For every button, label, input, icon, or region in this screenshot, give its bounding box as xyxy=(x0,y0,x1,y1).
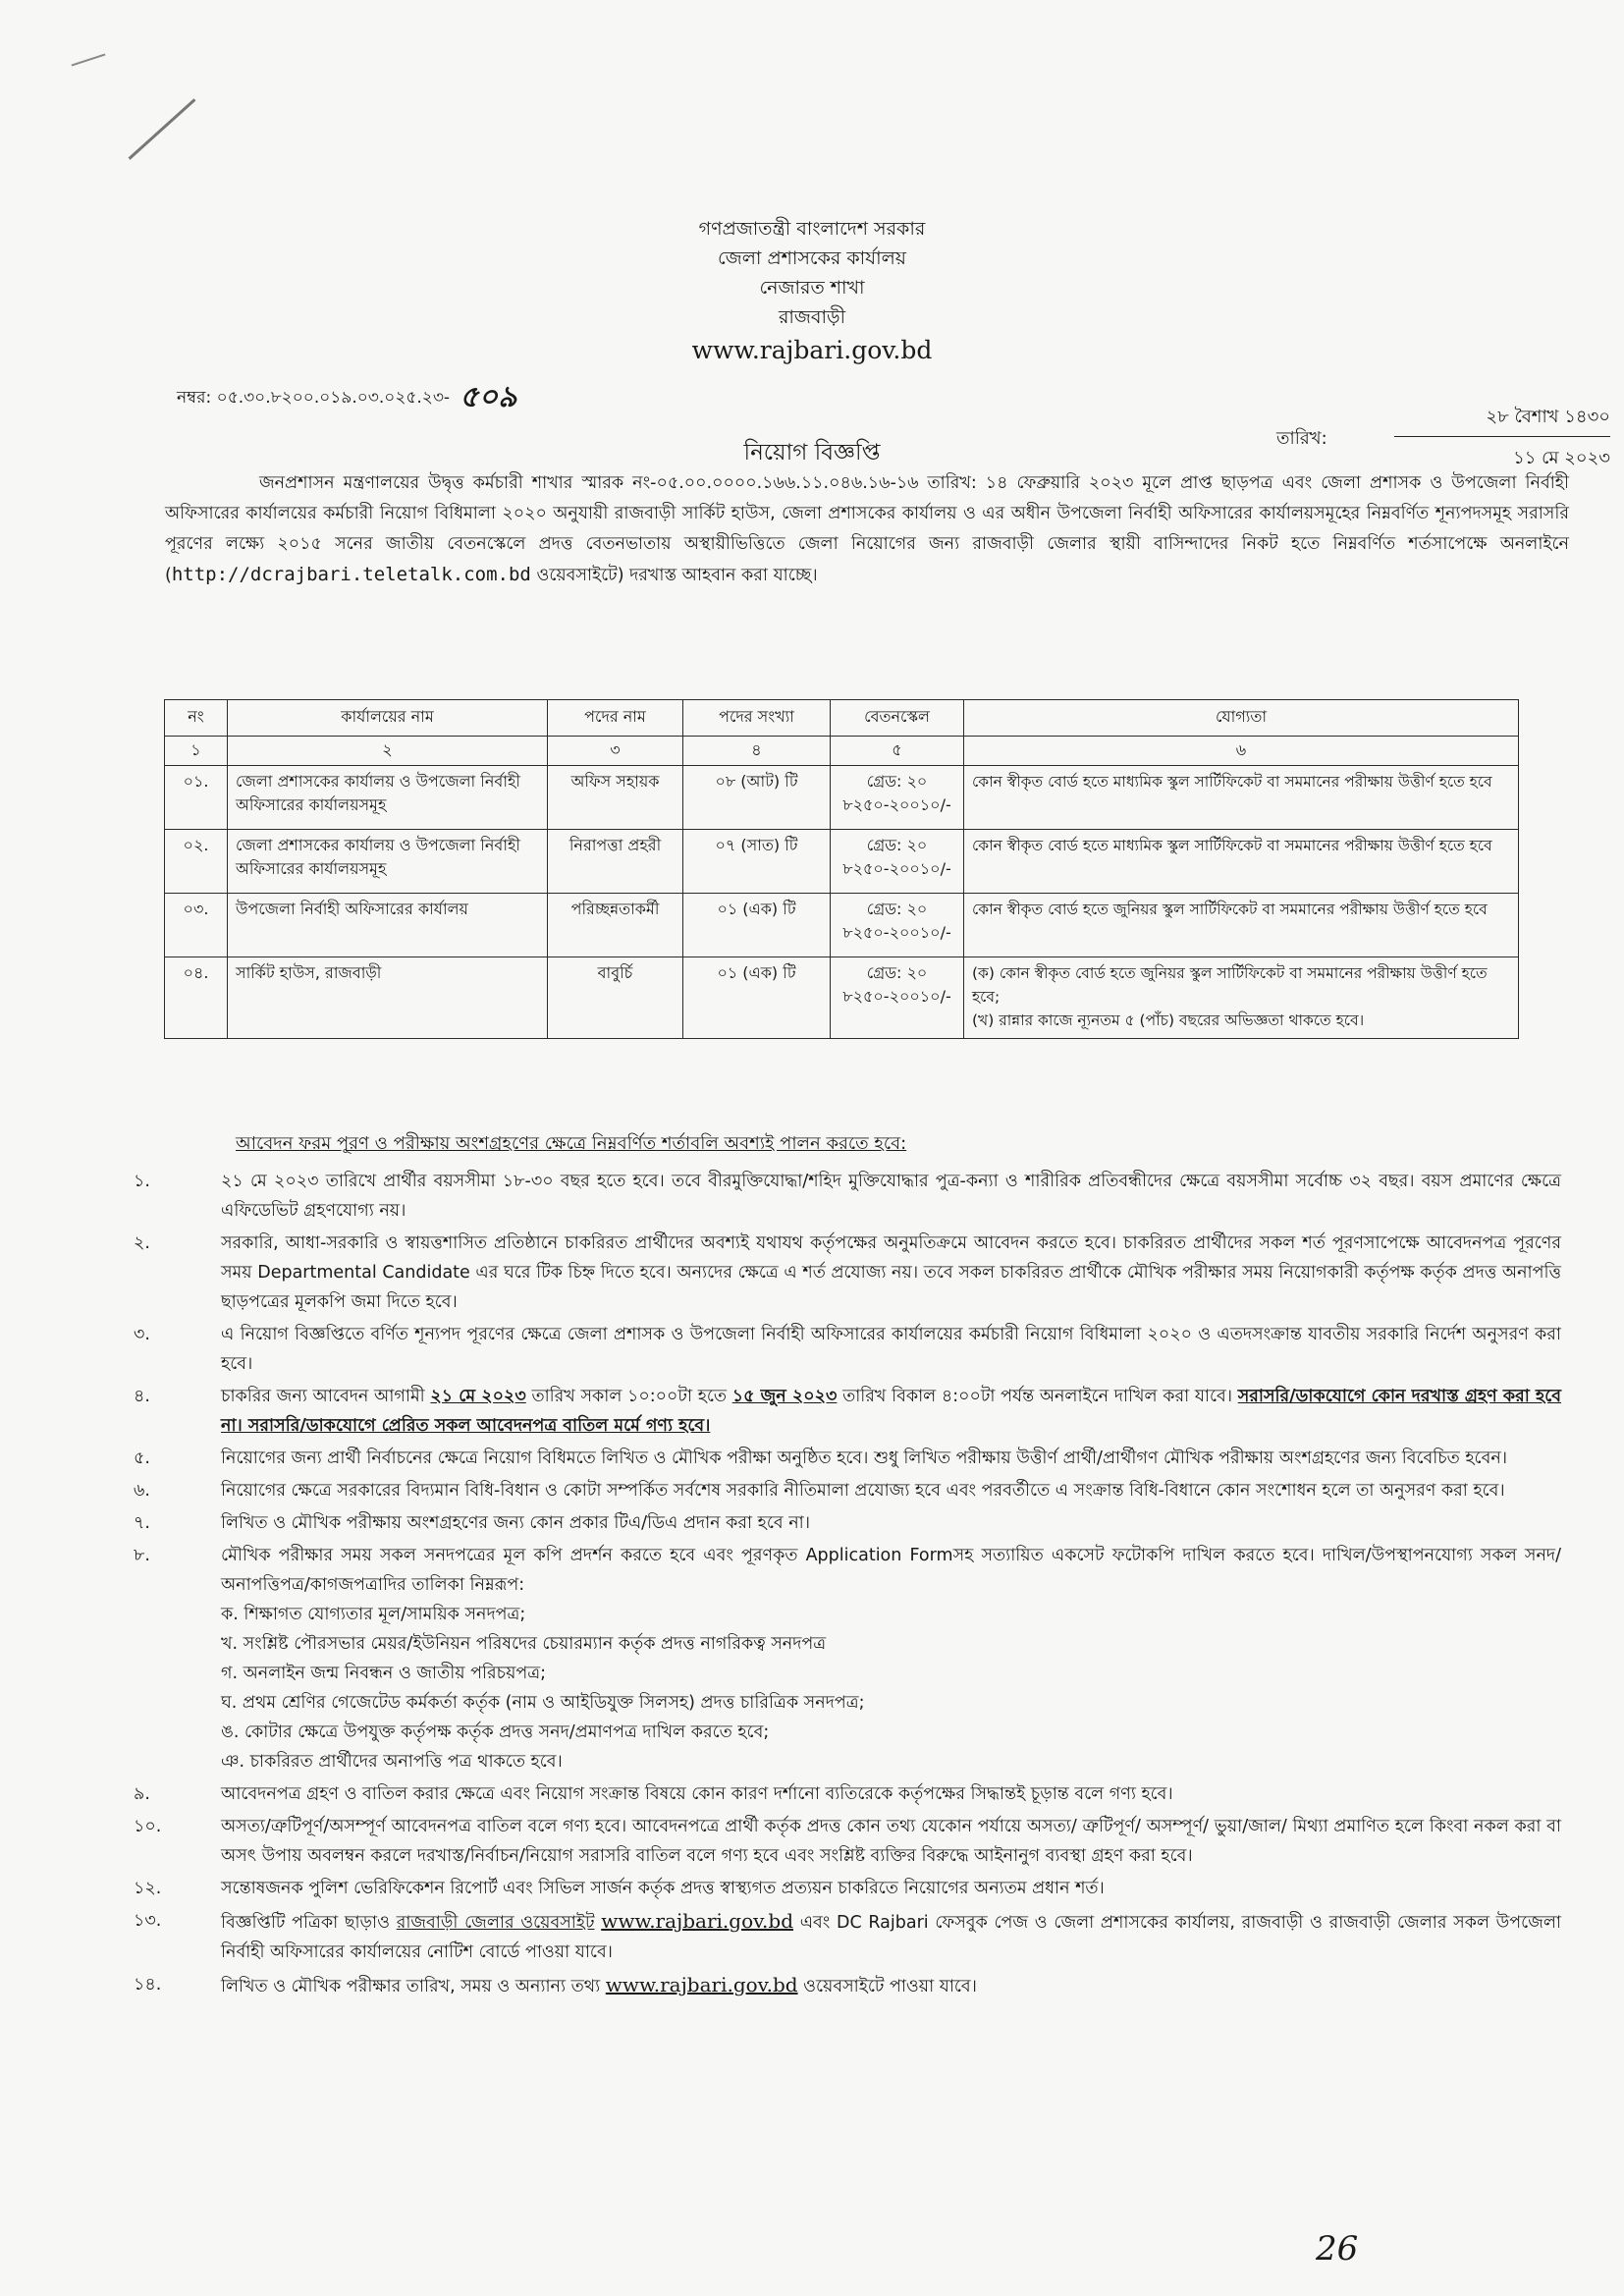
condition-number: ৭. xyxy=(134,1513,150,1533)
condition-text: বিজ্ঞপ্তিটি পত্রিকা ছাড়াও xyxy=(221,1913,397,1933)
column-number-row xyxy=(165,737,1519,766)
cell-grade: গ্রেড: ২০ xyxy=(866,900,928,918)
header-govt: গণপ্রজাতন্ত্রী বাংলাদেশ সরকার xyxy=(698,218,926,240)
document-list-item: খ. সংশ্লিষ্ট পৌরসভার মেয়র/ইউনিয়ন পরিষদের চেয়ারম্যান কর্তৃক প্রদত্ত নাগরিকত্ব সনদপত্র xyxy=(221,1634,827,1654)
document-list-item: গ. অনলাইন জন্ম নিবন্ধন ও জাতীয় পরিচয়পত্র; xyxy=(221,1664,547,1683)
cell-count: ০১ (এক) টি xyxy=(683,894,831,957)
intro-url: http://dcrajbari.teletalk.com.bd xyxy=(171,564,531,585)
cell-pay: ৮২৫০-২০০১০/- xyxy=(842,923,951,942)
header-district: রাজবাড়ী xyxy=(778,306,846,328)
cell-qualification xyxy=(964,894,1519,957)
cell-office: জেলা প্রশাসকের কার্যালয় ও উপজেলা নির্বাহী অফিসারের কার্যালয়সমূহ xyxy=(228,830,548,894)
intro-text: জনপ্রশাসন মন্ত্রণালয়ের উদ্বৃত্ত কর্মচারী শাখার স্মারক নং-০৫.০০.০০০০.১৬৬.১১.০৪৬.১৬-১৬ তারিখ: ১৪ ফেব্রুয়ারি ২০২৩ মূলে প্রাপ্ত ছাড়পত্র এবং জেলা প্রশাসক ও উপজেলা নির্বাহী অফিসারের কার্যালয়ের কর্মচারী নিয়োগ বিধিমালা ২০২০ অনুযায়ী রাজবাড়ী সার্কিট হাউস, জেলা প্রশাসকের কার্যালয় ও এর অধীন উপজেলা নির্বাহী অফিসারের কার্যালয়সমূহের নিম্নবর্ণিত শূন্যপদসমূহ সরাসরি পূরণের লক্ষ্যে ২০১৫ সনের জাতীয় বেতনস্কেলে প্রদত্ত বেতনভাতায় অস্থায়ীভিত্তিতে জেলা নিয়োগের জন্য রাজবাড়ী জেলার স্থায়ী বাসিন্দাদের নিকট হতে নিম্নবর্ণিত শর্তসাপেক্ষে অনলাইনে ( xyxy=(165,473,1569,585)
condition-item xyxy=(118,1812,1561,1871)
condition-text: এ নিয়োগ বিজ্ঞপ্তিতে বর্ণিত শূন্যপদ পূরণের ক্ষেত্রে জেলা প্রশাসক ও উপজেলা নির্বাহী অফিসারের কার্যালয়ের কর্মচারী নিয়োগ বিধিমালা ২০২০ ও এতদসংক্রান্ত যাবতীয় সরকারি নির্দেশ অনুসরণ করা হবে। xyxy=(221,1325,1561,1374)
condition-item xyxy=(118,1229,1561,1317)
date-english: ১১ মে ২০২৩ xyxy=(1513,448,1610,468)
cell-office: উপজেলা নির্বাহী অফিসারের কার্যালয় xyxy=(228,894,548,957)
document-list-item: ঘ. প্রথম শ্রেণির গেজেটেড কর্মকর্তা কর্তৃক (নাম ও আইডিযুক্ত সিলসহ) প্রদত্ত চারিত্রিক সনদপত্র; xyxy=(221,1693,865,1713)
condition-item xyxy=(118,1320,1561,1379)
condition-number: ১৩. xyxy=(134,1911,162,1931)
cell-count: ০৭ (সাত) টি xyxy=(683,830,831,894)
qualification-text-extra: (খ) রান্নার কাজে ন্যূনতম ৫ (পাঁচ) বছরের অভিজ্ঞতা থাকতে হবে। xyxy=(972,1011,1365,1029)
table-row xyxy=(165,830,1519,894)
memo-number xyxy=(177,373,517,423)
condition-text: চাকরির জন্য আবেদন আগামী xyxy=(221,1387,431,1406)
cell-qualification xyxy=(964,957,1519,1039)
condition-text: ২১ মে ২০২৩ তারিখে প্রার্থীর বয়সসীমা ১৮-৩০ বছর হতে হবে। তবে বীরমুক্তিযোদ্ধা/শহিদ মুক্তিযোদ্ধার পুত্র-কন্যা ও শারীরিক প্রতিবন্ধীদের ক্ষেত্রে বয়সসীমা সর্বোচ্চ ৩২ বছর। বয়স প্রমাণের ক্ষেত্রে এফিডেভিট গ্রহণযোগ্য নয়। xyxy=(221,1172,1561,1221)
cell-no: ০১. xyxy=(165,766,228,830)
cell-pay: ৮২৫০-২০০১০/- xyxy=(842,987,951,1006)
condition-number: ২. xyxy=(134,1233,150,1253)
condition-text: আবেদনপত্র গ্রহণ ও বাতিল করার ক্ষেত্রে এবং নিয়োগ সংক্রান্ত বিষয়ে কোন কারণ দর্শানো ব্যতিরেকে কর্তৃপক্ষের সিদ্ধান্তই চূড়ান্ত বলে গণ্য হবে। xyxy=(221,1784,1173,1804)
condition-item xyxy=(118,1476,1561,1505)
cell-no: ০৩. xyxy=(165,894,228,957)
cell-qualification xyxy=(964,766,1519,830)
col-header-office: কার্যালয়ের নাম xyxy=(228,700,548,737)
condition-text: লিখিত ও মৌখিক পরীক্ষায় অংশগ্রহণের জন্য কোন প্রকার টিএ/ডিএ প্রদান করা হবে না। xyxy=(221,1513,810,1533)
document-list-item: ঞ. চাকরিরত প্রার্থীদের অনাপত্তি পত্র থাকতে হবে। xyxy=(221,1752,563,1772)
date-label: তারিখ: xyxy=(1276,428,1327,449)
cell-scale xyxy=(831,894,964,957)
district-website-label: রাজবাড়ী জেলার ওয়েবসাইট xyxy=(396,1913,595,1933)
col-header-post: পদের নাম xyxy=(548,700,683,737)
condition-item xyxy=(118,1382,1561,1441)
header-website: www.rajbari.gov.bd xyxy=(691,336,933,364)
website-link[interactable]: www.rajbari.gov.bd xyxy=(605,1973,798,1996)
col-number: ৪ xyxy=(683,737,831,766)
end-date: ১৫ জুন ২০২৩ xyxy=(731,1387,838,1406)
table-row xyxy=(165,894,1519,957)
website-link[interactable]: www.rajbari.gov.bd xyxy=(601,1909,794,1933)
col-header-no: নং xyxy=(165,700,228,737)
col-number: ১ xyxy=(165,737,228,766)
condition-number: ১২. xyxy=(134,1879,162,1898)
cell-grade: গ্রেড: ২০ xyxy=(866,963,928,982)
intro-paragraph xyxy=(165,468,1569,591)
condition-number: ৪. xyxy=(134,1387,150,1406)
col-header-qualification: যোগ্যতা xyxy=(964,700,1519,737)
condition-number: ১৪. xyxy=(134,1975,162,1995)
condition-number: ৮. xyxy=(134,1546,150,1565)
cell-no: ০৪. xyxy=(165,957,228,1039)
condition-item xyxy=(118,1906,1561,1967)
cell-grade: গ্রেড: ২০ xyxy=(866,836,928,854)
col-header-scale: বেতনস্কেল xyxy=(831,700,964,737)
cell-office: জেলা প্রশাসকের কার্যালয় ও উপজেলা নির্বাহী অফিসারের কার্যালয়সমূহ xyxy=(228,766,548,830)
condition-item xyxy=(118,1874,1561,1903)
qualification-text: কোন স্বীকৃত বোর্ড হতে মাধ্যমিক স্কুল সার্টিফিকেট বা সমমানের পরীক্ষায় উত্তীর্ণ হতে হবে xyxy=(972,837,1492,854)
col-number: ৫ xyxy=(831,737,964,766)
document-list-item: ঙ. কোটার ক্ষেত্রে উপযুক্ত কর্তৃপক্ষ কর্তৃক প্রদত্ত সনদ/প্রমাণপত্র দাখিল করতে হবে; xyxy=(221,1722,770,1742)
condition-item xyxy=(118,1779,1561,1809)
condition-number: ৩. xyxy=(134,1325,150,1344)
cell-no: ০২. xyxy=(165,830,228,894)
pen-stroke-mark-small xyxy=(72,53,106,66)
cell-count: ০১ (এক) টি xyxy=(683,957,831,1039)
qualification-text: কোন স্বীকৃত বোর্ড হতে মাধ্যমিক স্কুল সার্টিফিকেট বা সমমানের পরীক্ষায় উত্তীর্ণ হতে হবে xyxy=(972,773,1492,791)
condition-number: ৯. xyxy=(134,1784,150,1804)
condition-number: ৬. xyxy=(134,1481,150,1501)
document-list-item: ক. শিক্ষাগত যোগ্যতার মূল/সাময়িক সনদপত্র; xyxy=(221,1605,526,1624)
date-bangla: ২৮ বৈশাখ ১৪৩০ xyxy=(1394,403,1610,437)
conditions-list xyxy=(118,1167,1561,2004)
cell-grade: গ্রেড: ২০ xyxy=(866,772,928,791)
cell-pay: ৮২৫০-২০০১০/- xyxy=(842,795,951,814)
cell-scale xyxy=(831,830,964,894)
vacancy-table xyxy=(164,699,1519,1039)
memo-number-text: নম্বর: ০৫.৩০.৮২০০.০১৯.০৩.০২৫.২৩- xyxy=(177,388,451,408)
header-office: জেলা প্রশাসকের কার্যালয় xyxy=(718,247,906,269)
col-number: ২ xyxy=(228,737,548,766)
condition-item xyxy=(118,1541,1561,1777)
cell-count: ০৮ (আট) টি xyxy=(683,766,831,830)
condition-item xyxy=(118,1970,1561,2001)
condition-text: তারিখ বিকাল ৪:০০টা পর্যন্ত অনলাইনে দাখিল করা যাবে। xyxy=(837,1387,1238,1406)
condition-item xyxy=(118,1508,1561,1538)
table-header-row xyxy=(165,700,1519,737)
cell-scale xyxy=(831,766,964,830)
condition-number: ৫. xyxy=(134,1449,150,1468)
condition-item xyxy=(118,1167,1561,1226)
condition-text: নিয়োগের ক্ষেত্রে সরকারের বিদ্যমান বিধি-বিধান ও কোটা সম্পর্কিত সর্বশেষ সরকারি নীতিমালা প্রযোজ্য হবে এবং পরবর্তীতে এ সংক্রান্ত বিধি-বিধানে কোন সংশোধন হলে তা অনুসরণ করা হবে। xyxy=(221,1481,1505,1501)
condition-item xyxy=(118,1444,1561,1473)
table-row xyxy=(165,766,1519,830)
condition-text: নিয়োগের জন্য প্রার্থী নির্বাচনের ক্ষেত্রে নিয়োগ বিধিমতে লিখিত ও মৌখিক পরীক্ষা অনুষ্ঠিত হবে। শুধু লিখিত পরীক্ষায় উত্তীর্ণ প্রার্থী/প্রার্থীগণ মৌখিক পরীক্ষায় অংশগ্রহণের জন্য বিবেচিত হবেন। xyxy=(221,1449,1508,1468)
col-number: ৩ xyxy=(548,737,683,766)
condition-text: এবং DC Rajbari ফেসবুক পেজ ও জেলা প্রশাসকের কার্যালয়, রাজবাড়ী ও রাজবাড়ী জেলার সকল উপজেলা নির্বাহী অফিসারের কার্যালয়ের নোটিশ বোর্ডে পাওয়া যাবে। xyxy=(221,1913,1561,1962)
cell-post: নিরাপত্তা প্রহরী xyxy=(548,830,683,894)
condition-text: সরকারি, আধা-সরকারি ও স্বায়ত্তশাসিত প্রতিষ্ঠানে চাকরিরত প্রার্থীদের অবশ্যই যথাযথ কর্তৃপক্ষের অনুমতিক্রমে আবেদন করতে হবে। চাকরিরত প্রার্থীদের সকল শর্ত পূরণসাপেক্ষে আবেদনপত্র পূরণের সময় Departmental Candidate এর ঘরে টিক চিহ্ন দিতে হবে। অন্যদের ক্ষেত্রে এ শর্ত প্রযোজ্য নয়। তবে সকল চাকরিরত প্রার্থীকে মৌখিক পরীক্ষার সময় নিয়োগকারী কর্তৃপক্ষ কর্তৃক প্রদত্ত অনাপত্তি ছাড়পত্রের মূলকপি জমা দিতে হবে। xyxy=(221,1233,1561,1312)
col-header-count: পদের সংখ্যা xyxy=(683,700,831,737)
cell-pay: ৮২৫০-২০০১০/- xyxy=(842,859,951,878)
pen-stroke-mark xyxy=(129,98,196,159)
no-direct-submission-note: সরাসরি/ডাকযোগে কোন দরখাস্ত গ্রহণ করা হবে না। সরাসরি/ডাকযোগে প্রেরিত সকল আবেদনপত্র বাতিল মর্মে গণ্য হবে। xyxy=(221,1387,1562,1436)
cell-post: অফিস সহায়ক xyxy=(548,766,683,830)
condition-text: মৌখিক পরীক্ষার সময় সকল সনদপত্রের মূল কপি প্রদর্শন করতে হবে এবং পূরণকৃত Application Formসহ সত্যায়িত একসেট ফটোকপি দাখিল করতে হবে। দাখিল/উপস্থাপনযোগ্য সকল সনদ/অনাপত্তিপত্র/কাগজপত্রাদির তালিকা নিম্নরূপ: xyxy=(221,1546,1561,1595)
handwritten-signature: 26 xyxy=(1316,2229,1359,2269)
condition-text: ওয়েবসাইটে পাওয়া যাবে। xyxy=(797,1977,977,1996)
cell-scale xyxy=(831,957,964,1039)
cell-post: পরিচ্ছন্নতাকর্মী xyxy=(548,894,683,957)
col-number: ৬ xyxy=(964,737,1519,766)
cell-post: বাবুর্চি xyxy=(548,957,683,1039)
cell-qualification xyxy=(964,830,1519,894)
header-section: নেজারত শাখা xyxy=(759,277,865,299)
condition-number: ১০. xyxy=(134,1817,162,1836)
condition-text: সন্তোষজনক পুলিশ ভেরিফিকেশন রিপোর্ট এবং সিভিল সার্জন কর্তৃক প্রদত্ত স্বাস্থ্যগত প্রত্যয়ন চাকরিতে নিয়োগের অন্যতম প্রধান শর্ত। xyxy=(221,1879,1105,1898)
qualification-text: (ক) কোন স্বীকৃত বোর্ড হতে জুনিয়র স্কুল সার্টিফিকেট বা সমমানের পরীক্ষায় উত্তীর্ণ হতে হবে; xyxy=(972,964,1488,1006)
condition-text: লিখিত ও মৌখিক পরীক্ষার তারিখ, সময় ও অন্যান্য তথ্য xyxy=(221,1977,606,1996)
start-date: ২১ মে ২০২৩ xyxy=(430,1387,526,1406)
notice-title: নিয়োগ বিজ্ঞপ্তি xyxy=(743,440,881,465)
office-header xyxy=(0,214,1624,365)
condition-text: অসত্য/ত্রুটিপূর্ণ/অসম্পূর্ণ আবেদনপত্র বাতিল বলে গণ্য হবে। আবেদনপত্রে প্রার্থী কর্তৃক প্রদত্ত কোন তথ্য যেকোন পর্যায়ে অসত্য/ ত্রুটিপূর্ণ/ অসম্পূর্ণ/ ভুয়া/জাল/ মিথ্যা প্রমাণিত হলে কিংবা নকল করা বা অসৎ উপায় অবলম্বন করলে দরখাস্ত/নির্বাচন/নিয়োগ সরাসরি বাতিল বলে গণ্য হবে এবং সংশ্লিষ্ট ব্যক্তির বিরুদ্ধে আইনানুগ ব্যবস্থা গ্রহণ করা হবে। xyxy=(221,1817,1561,1866)
table-row xyxy=(165,957,1519,1039)
condition-text: তারিখ সকাল ১০:০০টা হতে xyxy=(525,1387,732,1406)
intro-tail: ওয়েবসাইটে) দরখাস্ত আহবান করা যাচ্ছে। xyxy=(530,566,818,585)
memo-handwritten-number: ৫০৯ xyxy=(460,380,517,414)
qualification-text: কোন স্বীকৃত বোর্ড হতে জুনিয়র স্কুল সার্টিফিকেট বা সমমানের পরীক্ষায় উত্তীর্ণ হতে হবে xyxy=(972,901,1488,918)
condition-number: ১. xyxy=(134,1172,150,1191)
conditions-heading: আবেদন ফরম পূরণ ও পরীক্ষায় অংশগ্রহণের ক্ষেত্রে নিম্নবর্ণিত শর্তাবলি অবশ্যই পালন করতে হবে: xyxy=(236,1133,907,1154)
cell-office: সার্কিট হাউস, রাজবাড়ী xyxy=(228,957,548,1039)
